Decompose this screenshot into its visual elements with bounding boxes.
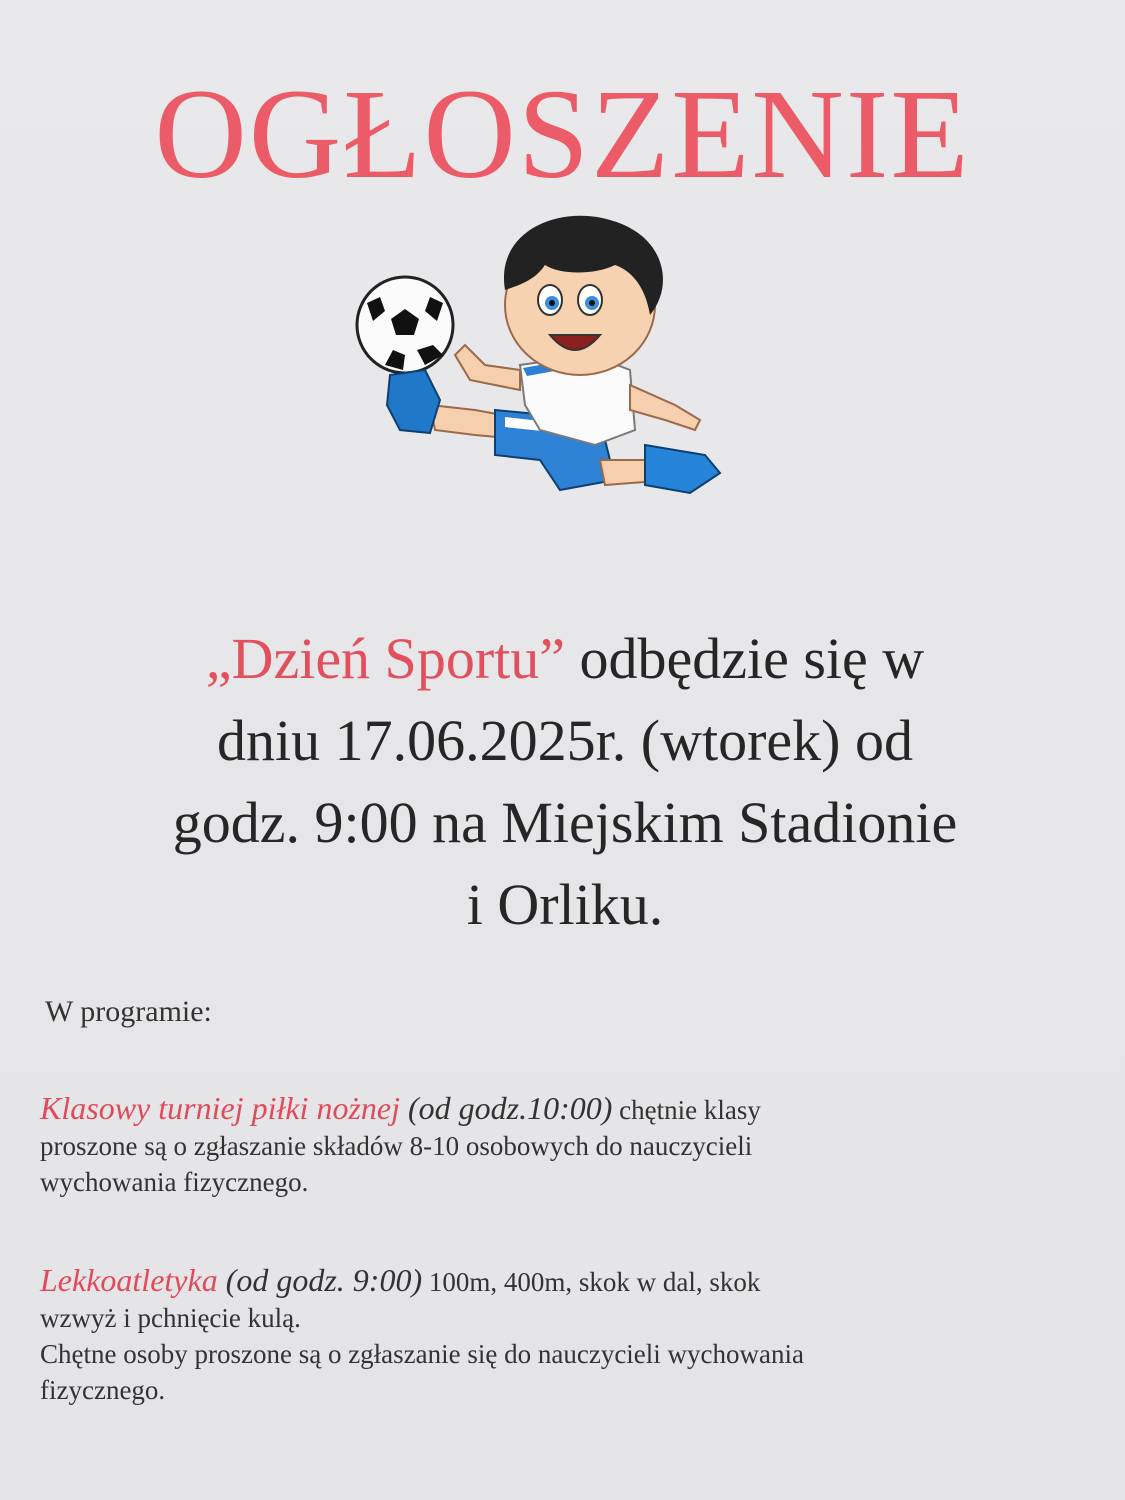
program-item-athletics-line-1 bbox=[40, 1262, 1000, 1300]
program-item-name: Klasowy turniej piłki nożnej bbox=[40, 1090, 400, 1126]
event-name: „Dzień Sportu” bbox=[205, 626, 565, 691]
program-item-athletics-line-2: wzwyż i pchnięcie kulą. bbox=[40, 1303, 301, 1333]
announcement-line-3: godz. 9:00 na Miejskim Stadionie bbox=[172, 790, 958, 855]
announcement-line-1 bbox=[30, 618, 1100, 700]
program-item-desc: chętnie klasy bbox=[612, 1095, 761, 1125]
program-item-athletics-line-3: Chętne osoby proszone są o zgłaszanie się do nauczycieli wychowania bbox=[40, 1339, 804, 1369]
program-item-time: (od godz.10:00) bbox=[399, 1090, 613, 1126]
program-item-name: Lekkoatletyka bbox=[40, 1262, 218, 1298]
boy-kicking-ball-icon bbox=[345, 205, 745, 505]
announcement-line-2: dniu 17.06.2025r. (wtorek) od bbox=[217, 708, 913, 773]
program-item-athletics-line-4: fizycznego. bbox=[40, 1375, 166, 1405]
program-item-football-line-3: wychowania fizycznego. bbox=[40, 1167, 309, 1197]
program-item-football-line-2: proszone są o zgłaszanie składów 8-10 osobowych do nauczycieli bbox=[40, 1131, 753, 1161]
announcement-line-1-rest: odbędzie się w bbox=[565, 626, 925, 691]
poster-title: OGŁOSZENIE bbox=[154, 63, 971, 205]
program-item-athletics bbox=[40, 1262, 1000, 1408]
program-heading: W programie: bbox=[45, 995, 212, 1028]
program-item-football bbox=[40, 1090, 1000, 1200]
program-item-time: (od godz. 9:00) bbox=[217, 1262, 423, 1298]
soccer-ball-icon bbox=[357, 277, 453, 373]
announcement-line-4: i Orliku. bbox=[466, 872, 664, 937]
announcement-text bbox=[30, 618, 1100, 946]
program-item-desc: 100m, 400m, skok w dal, skok bbox=[422, 1267, 761, 1297]
program-item-football-line-1 bbox=[40, 1090, 1000, 1128]
